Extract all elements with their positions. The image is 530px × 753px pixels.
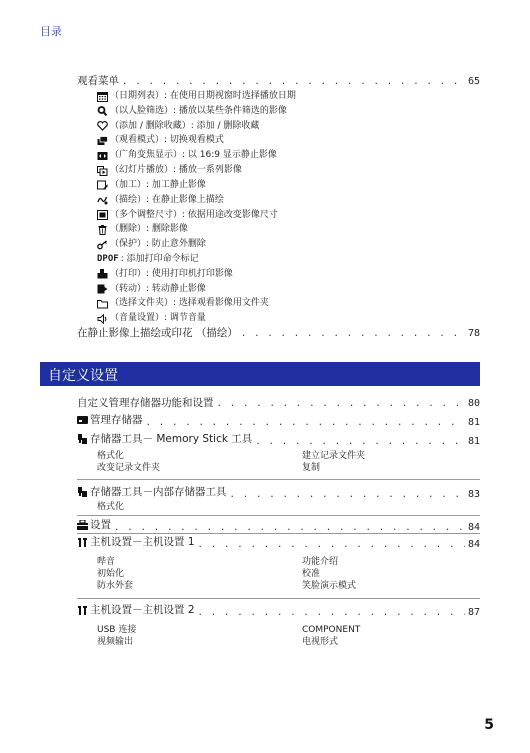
list-item: 视频输出 bbox=[97, 637, 134, 647]
view-menu-item bbox=[97, 180, 206, 191]
view-menu-item-text: （删除）: 删除影像 bbox=[110, 224, 188, 235]
list-item: 建立记录文件夹 bbox=[302, 451, 366, 461]
memory-tool-icon bbox=[77, 434, 88, 444]
main-settings-1-entry[interactable] bbox=[77, 535, 480, 552]
main-settings-2-entry[interactable] bbox=[77, 603, 480, 620]
view-menu-item bbox=[97, 254, 199, 265]
main-settings-2-title: 主机设置－主机设置 2 bbox=[90, 604, 195, 616]
heart-icon bbox=[97, 121, 108, 131]
toolbox-icon bbox=[77, 520, 88, 530]
section-title: 自定义设置 bbox=[48, 368, 118, 384]
list-item: 功能介绍 bbox=[302, 557, 339, 567]
paint-entry-title: 在静止影像上描绘或印花 （描绘） bbox=[77, 327, 238, 339]
page-ref: 84 bbox=[467, 539, 480, 550]
view-menu-item-text: : 添加打印命令标记 bbox=[120, 254, 199, 265]
trash-icon bbox=[97, 225, 108, 235]
view-menu-item bbox=[97, 91, 296, 102]
divider bbox=[77, 598, 480, 599]
divider bbox=[77, 533, 480, 534]
settings-title: 设置 bbox=[90, 519, 111, 531]
view-menu-item-text: （观看模式）: 切换观看模式 bbox=[110, 135, 224, 146]
view-menu-item bbox=[97, 269, 233, 280]
view-menu-item-text: （转动）: 转动静止影像 bbox=[110, 283, 206, 294]
page-ref: 83 bbox=[467, 489, 480, 500]
leader-dots bbox=[241, 327, 465, 341]
list-item: 笑脸演示模式 bbox=[302, 581, 357, 591]
internal-tool-title: 存储器工具－内部存储器工具 bbox=[90, 486, 227, 498]
view-menu-item bbox=[97, 298, 269, 309]
list-item: 校准 bbox=[302, 569, 321, 579]
view-menu-item bbox=[97, 106, 287, 117]
view-menu-item-text: （多个调整尺寸）: 依据用途改变影像尺寸 bbox=[110, 209, 278, 220]
memory-manager-entry[interactable] bbox=[77, 413, 480, 430]
page-ref: 81 bbox=[467, 436, 480, 447]
view-menu-item bbox=[97, 150, 277, 161]
divider bbox=[77, 515, 480, 516]
view-menu-item-text: （选择文件夹）: 选择观看影像用文件夹 bbox=[110, 298, 269, 309]
page-ref: 81 bbox=[467, 417, 480, 428]
speaker-icon bbox=[97, 314, 108, 324]
wrench-icon bbox=[77, 537, 88, 547]
view-menu-item bbox=[97, 284, 206, 295]
leader-dots bbox=[146, 416, 465, 430]
memory-manager-title: 管理存储器 bbox=[90, 414, 143, 426]
view-menu-item-text: （日期列表）: 在使用日期视窗时选择播放日期 bbox=[110, 91, 296, 101]
dpof-label: DPOF bbox=[97, 254, 119, 265]
folder-icon bbox=[97, 299, 108, 309]
view-menu-item-text: （加工）: 加工静止影像 bbox=[110, 179, 206, 190]
list-item: 哔音 bbox=[97, 557, 116, 567]
view-menu-item-text: （广角变焦显示）: 以 16:9 显示静止影像 bbox=[110, 150, 277, 161]
view-menu-item-text: （以人脸筛选）: 播放以某些条件筛选的影像 bbox=[110, 105, 287, 116]
view-menu-item-text: （打印）: 使用打印机打印影像 bbox=[110, 268, 233, 279]
view-menu-item bbox=[97, 313, 206, 324]
page-ref: 84 bbox=[467, 522, 480, 533]
view-menu-item-text: （保护）: 防止意外删除 bbox=[110, 239, 206, 250]
slideshow-icon bbox=[97, 166, 108, 176]
retouch-icon bbox=[97, 180, 108, 190]
list-item: 电视形式 bbox=[302, 637, 339, 647]
printer-icon bbox=[97, 269, 108, 279]
page-ref: 80 bbox=[467, 398, 480, 409]
memory-card-icon bbox=[77, 415, 88, 425]
view-menu-item bbox=[97, 121, 259, 132]
page-ref: 87 bbox=[467, 607, 480, 618]
list-item: 初始化 bbox=[97, 569, 125, 579]
view-menu-item-text: （幻灯片播放）: 播放一系列影像 bbox=[110, 165, 242, 176]
list-item: COMPONENT bbox=[302, 625, 361, 635]
paint-icon bbox=[97, 195, 108, 205]
view-menu-item-text: （添加 / 删除收藏）: 添加 / 删除收藏 bbox=[110, 120, 260, 131]
resize-icon bbox=[97, 210, 108, 220]
ms-tool-entry[interactable] bbox=[77, 432, 480, 449]
view-menu-item bbox=[97, 135, 224, 146]
view-menu-entry[interactable] bbox=[77, 74, 480, 89]
manage-title: 自定义管理存储器功能和设置 bbox=[77, 397, 214, 409]
view-menu-item bbox=[97, 239, 206, 250]
section-header bbox=[40, 362, 480, 386]
leader-dots bbox=[198, 538, 465, 552]
view-menu-item bbox=[97, 224, 188, 235]
view-mode-icon bbox=[97, 136, 108, 146]
wrench-icon bbox=[77, 605, 88, 615]
list-item: USB 连接 bbox=[97, 625, 137, 635]
main-settings-1-title: 主机设置－主机设置 1 bbox=[90, 536, 195, 548]
toc-link[interactable]: 目录 bbox=[40, 25, 62, 38]
wide-zoom-icon bbox=[97, 151, 108, 161]
main1-left-list bbox=[97, 556, 133, 592]
page-number: 5 bbox=[484, 717, 494, 733]
view-menu-item bbox=[97, 210, 278, 221]
magnifier-icon bbox=[97, 106, 108, 116]
main2-right-list bbox=[302, 624, 360, 648]
page-ref: 78 bbox=[467, 328, 480, 339]
ms-tool-title: 存储器工具－ Memory Stick 工具 bbox=[90, 433, 253, 445]
ms-tool-right-list bbox=[302, 450, 365, 474]
calendar-icon bbox=[97, 92, 108, 102]
list-item: 复制 bbox=[302, 463, 321, 473]
divider bbox=[77, 479, 480, 480]
main1-right-list bbox=[302, 556, 356, 592]
list-item: 改变记录文件夹 bbox=[97, 463, 161, 473]
leader-dots bbox=[230, 488, 465, 502]
key-icon bbox=[97, 240, 108, 250]
internal-tool-list bbox=[97, 501, 124, 513]
leader-dots bbox=[255, 435, 465, 449]
view-menu-item-text: （音量设置）: 调节音量 bbox=[110, 313, 206, 324]
internal-tool-entry[interactable] bbox=[77, 485, 480, 502]
paint-entry[interactable] bbox=[77, 326, 480, 341]
view-menu-title: 观看菜单 bbox=[77, 75, 119, 87]
view-menu-item-text: （描绘）: 在静止影像上描绘 bbox=[110, 194, 224, 205]
leader-dots bbox=[198, 606, 465, 620]
manage-entry[interactable] bbox=[77, 396, 480, 411]
rotate-icon bbox=[97, 284, 108, 294]
list-item: 格式化 bbox=[97, 502, 125, 512]
view-menu-item bbox=[97, 165, 242, 176]
leader-dots bbox=[217, 397, 465, 411]
page-ref: 65 bbox=[467, 76, 480, 87]
memory-tool-icon bbox=[77, 487, 88, 497]
list-item: 防水外套 bbox=[97, 581, 134, 591]
list-item: 格式化 bbox=[97, 451, 125, 461]
ms-tool-left-list bbox=[97, 450, 160, 474]
leader-dots bbox=[122, 75, 465, 89]
view-menu-item bbox=[97, 195, 224, 206]
main2-left-list bbox=[97, 624, 136, 648]
